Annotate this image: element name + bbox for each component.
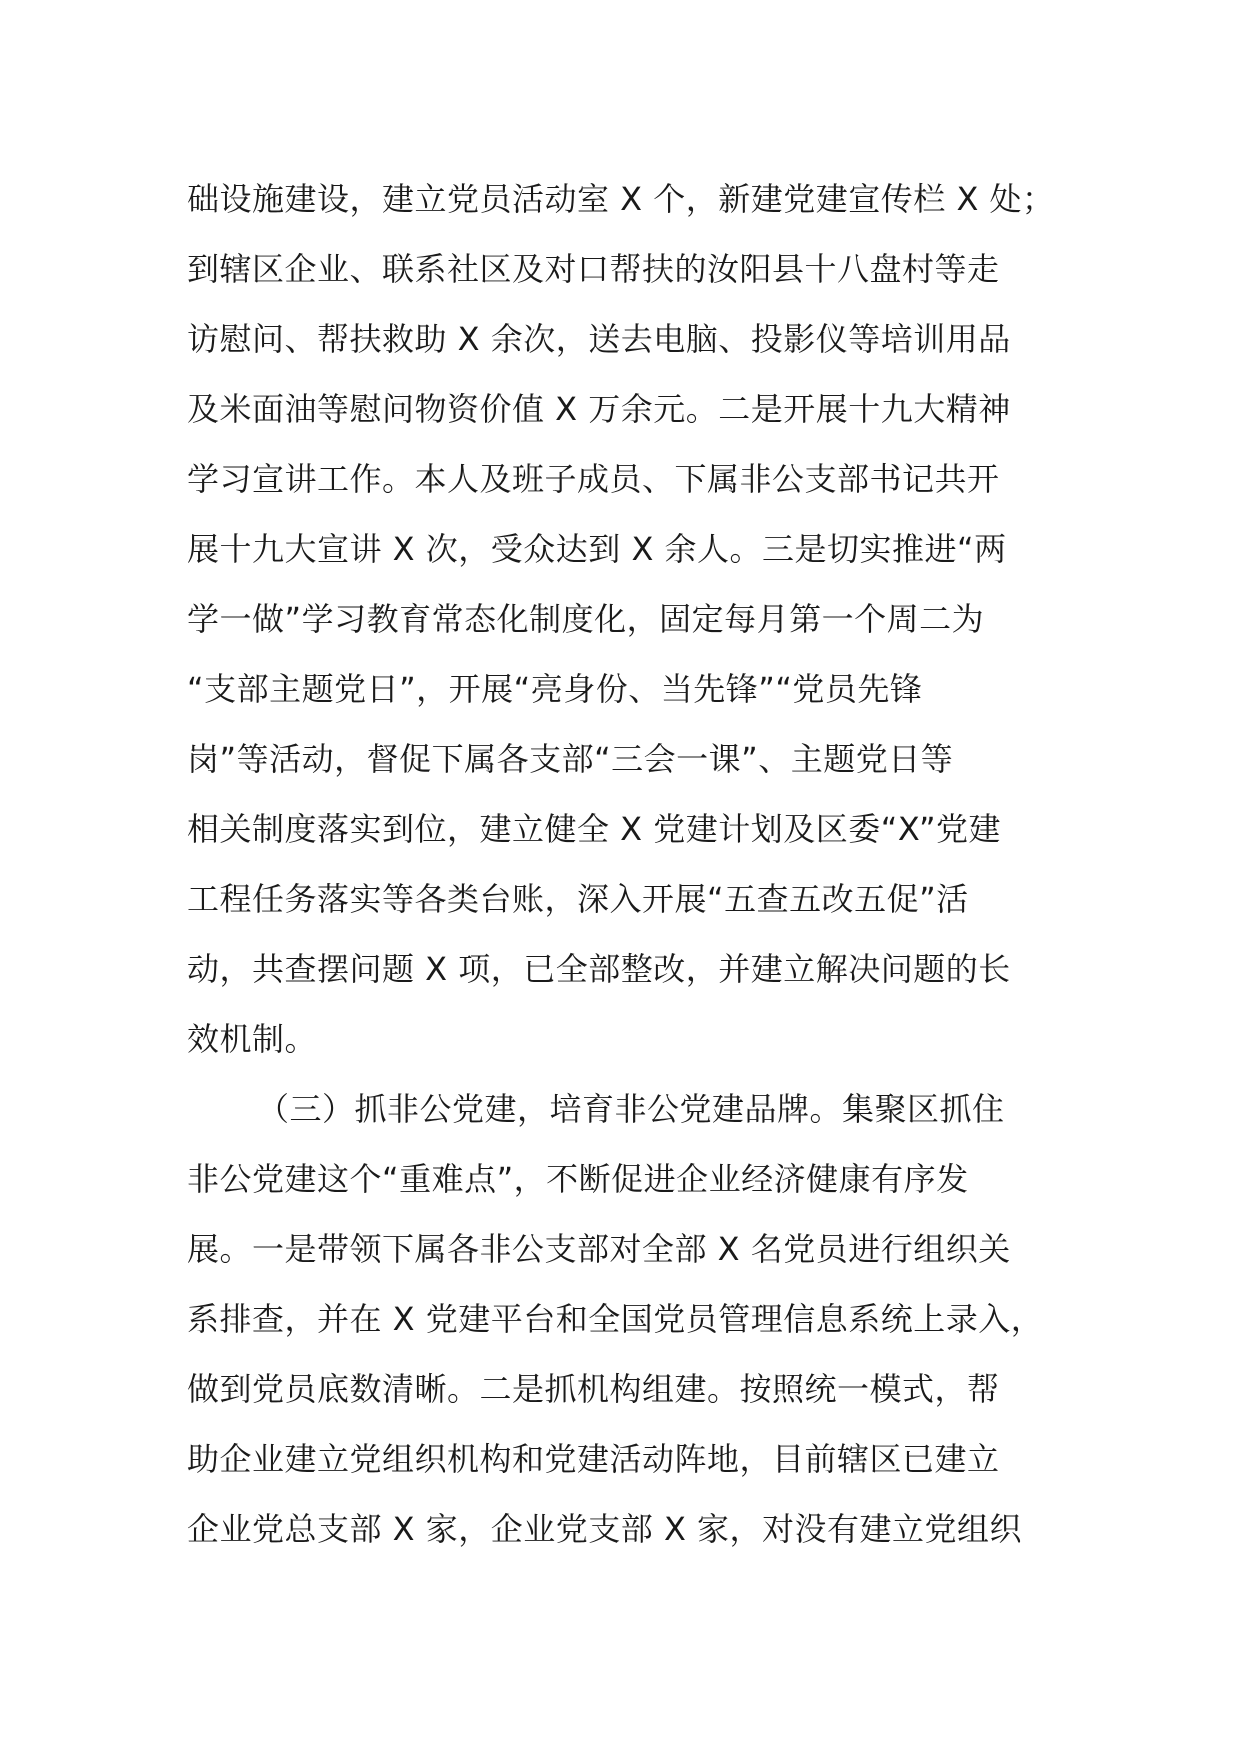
text-line: 岗”等活动，督促下属各支部“三会一课”、主题党日等 (187, 740, 954, 778)
body-text (187, 164, 1087, 1564)
section-heading-line: （三）抓非公党建，培育非公党建品牌。集聚区抓住 (257, 1090, 1005, 1128)
text-line: 助企业建立党组织机构和党建活动阵地，目前辖区已建立 (187, 1440, 1000, 1478)
text-line: 到辖区企业、联系社区及对口帮扶的汝阳县十八盘村等走 (187, 250, 1000, 288)
text-line: 展十九大宣讲 X 次，受众达到 X 余人。三是切实推进“两 (187, 530, 1007, 568)
text-line: 工程任务落实等各类台账，深入开展“五查五改五促”活 (187, 880, 969, 918)
text-line: 相关制度落实到位，建立健全 X 党建计划及区委“X”党建 (187, 810, 1002, 848)
text-line: 展。一是带领下属各非公支部对全部 X 名党员进行组织关 (187, 1230, 1011, 1268)
text-line: 效机制。 (187, 1020, 318, 1058)
text-line: 学习宣讲工作。本人及班子成员、下属非公支部书记共开 (187, 460, 1000, 498)
text-line: 础设施建设，建立党员活动室 X 个，新建党建宣传栏 X 处； (187, 180, 1055, 218)
text-line: 动，共查摆问题 X 项，已全部整改，并建立解决问题的长 (187, 950, 1011, 988)
text-line: 企业党总支部 X 家，企业党支部 X 家，对没有建立党组织 (187, 1510, 1023, 1548)
text-line: 非公党建这个“重难点”，不断促进企业经济健康有序发 (187, 1160, 969, 1198)
text-line: 做到党员底数清晰。二是抓机构组建。按照统一模式，帮 (187, 1370, 1000, 1408)
text-line: 系排查，并在 X 党建平台和全国党员管理信息系统上录入， (187, 1300, 1044, 1338)
text-line: “支部主题党日”，开展“亮身份、当先锋”“党员先锋 (187, 670, 923, 708)
text-line: 及米面油等慰问物资价值 X 万余元。二是开展十九大精神 (187, 390, 1011, 428)
text-line: 学一做”学习教育常态化制度化，固定每月第一个周二为 (187, 600, 985, 638)
text-line: 访慰问、帮扶救助 X 余次，送去电脑、投影仪等培训用品 (187, 320, 1011, 358)
